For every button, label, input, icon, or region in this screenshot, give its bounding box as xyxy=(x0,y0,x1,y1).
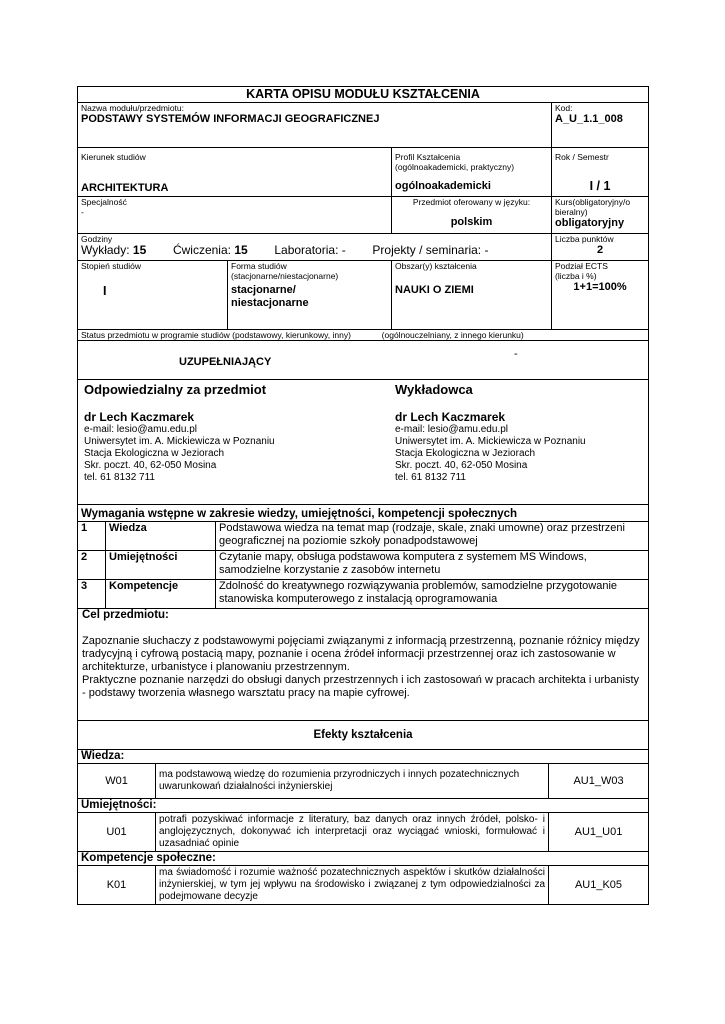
effects-group-label: Kompetencje społeczne: xyxy=(78,852,649,866)
lecturer-address: Skr. poczt. 40, 62-050 Mosina xyxy=(395,460,528,471)
exercises-value: 15 xyxy=(234,243,248,257)
lecturer-station: Stacja Ekologiczna w Jeziorach xyxy=(395,448,536,459)
effect-ref: AU1_U01 xyxy=(549,813,649,852)
labs-label: Laboratoria: - xyxy=(274,243,346,257)
meta-table xyxy=(77,86,649,505)
effect-row xyxy=(78,866,649,905)
direction-value: ARCHITEKTURA xyxy=(81,182,169,194)
hours-label: Godziny xyxy=(81,234,113,244)
effect-code: U01 xyxy=(78,813,156,852)
effect-ref: AU1_W03 xyxy=(549,764,649,799)
ects-sub: (liczba i %) xyxy=(555,271,597,281)
lectures-label: Wykłady: xyxy=(81,243,133,257)
level-value: I xyxy=(103,284,107,298)
effect-text: ma podstawową wiedzę do rozumienia przyrodniczych i innych pozatechnicznych uwarunkowań działalności inżynierskiej xyxy=(156,764,549,799)
lecturer-email: e-mail: lesio@amu.edu.pl xyxy=(395,424,508,435)
status-label: Status przedmiotu w programie studiów (podstawowy, kierunkowy, inny) xyxy=(81,330,351,340)
module-card xyxy=(77,86,648,905)
area-value: NAUKI O ZIEMI xyxy=(395,284,474,296)
status-value-2: - xyxy=(514,348,518,360)
requirement-num: 2 xyxy=(78,551,106,580)
language-label: Przedmiot oferowany w języku: xyxy=(412,197,531,207)
responsible-address: Skr. poczt. 40, 62-050 Mosina xyxy=(84,460,217,471)
status-label-2: (ogólnouczelniany, z innego kierunku) xyxy=(381,330,524,340)
effect-code: W01 xyxy=(78,764,156,799)
requirements-table xyxy=(77,504,649,721)
responsible-station: Stacja Ekologiczna w Jeziorach xyxy=(84,448,225,459)
specialty-label: Specjalność xyxy=(81,197,127,207)
course-label: Kurs(obligatoryjny/o bieralny) xyxy=(555,197,631,217)
effect-code: K01 xyxy=(78,866,156,905)
lecturer-name: dr Lech Kaczmarek xyxy=(395,410,506,424)
requirement-category: Wiedza xyxy=(106,522,216,551)
requirement-category: Kompetencje xyxy=(106,580,216,609)
lecturer-heading: Wykładowca xyxy=(395,382,473,397)
goal-paragraph-1: Zapoznanie słuchaczy z podstawowymi pojęciami związanymi z informacją przestrzenną, poznanie różnicy między tradycyjną i cyfrową postacią mapy, poznanie i ocena źródeł informacji przestrzennej oraz ich zastosowanie w architekturze, urbanistyce i planowaniu przestrzennym. xyxy=(82,635,640,673)
responsible-heading: Odpowiedzialny za przedmiot xyxy=(84,382,267,397)
code-label: Kod: xyxy=(555,103,573,113)
effect-row xyxy=(78,764,649,799)
requirement-num: 1 xyxy=(78,522,106,551)
year-value: I / 1 xyxy=(589,179,611,193)
area-label: Obszar(y) kształcenia xyxy=(395,261,477,271)
effects-group-label: Wiedza: xyxy=(78,750,649,764)
card-title: KARTA OPISU MODUŁU KSZTAŁCENIA xyxy=(78,87,649,103)
profile-label: Profil Kształcenia xyxy=(395,152,461,162)
exercises-label: Ćwiczenia: xyxy=(172,243,235,257)
lecturer-uni: Uniwersytet im. A. Mickiewicza w Poznaniu xyxy=(395,436,586,447)
effect-ref: AU1_K05 xyxy=(549,866,649,905)
requirement-row xyxy=(78,551,649,580)
effect-row xyxy=(78,813,649,852)
course-value: obligatoryjny xyxy=(555,217,625,229)
requirement-row xyxy=(78,522,649,551)
form-value-1: stacjonarne/ xyxy=(231,284,296,296)
goal-paragraph-2: Praktyczne poznanie narzędzi do obsługi danych przestrzennych i ich zastosowań w pracach architekta i urbanisty - podstawy tworzenia własnego warsztatu pracy na mapie cyfrowej. xyxy=(82,674,640,699)
requirement-text: Podstawowa wiedza na temat map (rodzaje, skale, znaki umowne) oraz przestrzeni geograficznej na poziomie szkoły ponadpodstawowej xyxy=(216,522,649,551)
module-name-label: Nazwa modułu/przedmiotu: xyxy=(81,103,184,113)
code-value: A_U_1.1_008 xyxy=(555,113,623,125)
requirement-category: Umiejętności xyxy=(106,551,216,580)
lecturer-block xyxy=(395,382,645,484)
form-sub: (stacjonarne/niestacjonarne) xyxy=(231,271,339,281)
responsible-phone: tel. 61 8132 711 xyxy=(84,472,155,483)
lectures-value: 15 xyxy=(132,243,147,257)
requirement-text: Zdolność do kreatywnego rozwiązywania problemów, samodzielne przygotowanie stanowiska komputerowego z instalacją oprogramowania xyxy=(216,580,649,609)
effects-group-label: Umiejętności: xyxy=(78,799,649,813)
form-value-2: niestacjonarne xyxy=(231,297,309,309)
ects-label: Podział ECTS xyxy=(555,261,608,271)
year-label: Rok / Semestr xyxy=(555,152,609,162)
effect-text: ma świadomość i rozumie ważność pozatechnicznych aspektów i skutków działalności inżynierskiej, w tym jej wpływu na środowisko i związanej z tym odpowiedzialności za podejmowane decyzje xyxy=(156,866,549,905)
specialty-value: - xyxy=(81,207,84,217)
lecturer-phone: tel. 61 8132 711 xyxy=(395,472,466,483)
level-label: Stopień studiów xyxy=(81,261,142,271)
effect-text: potrafi pozyskiwać informacje z literatury, baz danych oraz innych źródeł, polsko- i anglojęzycznych, dokonywać ich interpretacji oraz wyciągać wnioski, formułować i uzasadniać opinie xyxy=(156,813,549,852)
effects-heading: Efekty kształcenia xyxy=(78,721,649,750)
requirement-num: 3 xyxy=(78,580,106,609)
projects-label: Projekty / seminaria: - xyxy=(372,243,489,257)
status-value: UZUPEŁNIAJĄCY xyxy=(179,356,272,368)
requirements-heading: Wymagania wstępne w zakresie wiedzy, umiejętności, kompetencji społecznych xyxy=(78,505,649,522)
profile-sub: (ogólnoakademicki, praktyczny) xyxy=(395,162,515,172)
module-name-value: PODSTAWY SYSTEMÓW INFORMACJI GEOGRAFICZNEJ xyxy=(81,113,380,125)
goal-heading: Cel przedmiotu: xyxy=(82,609,169,621)
points-value: 2 xyxy=(596,244,604,256)
effects-table xyxy=(77,720,649,905)
hours-row xyxy=(81,244,548,257)
status-label-row xyxy=(81,330,645,340)
requirement-row xyxy=(78,580,649,609)
requirement-text: Czytanie mapy, obsługa podstawowa komputera z systemem MS Windows, samodzielne korzystanie z zasobów internetu xyxy=(216,551,649,580)
profile-value: ogólnoakademicki xyxy=(395,180,491,192)
responsible-email: e-mail: lesio@amu.edu.pl xyxy=(84,424,197,435)
direction-label: Kierunek studiów xyxy=(81,152,146,162)
form-label: Forma studiów xyxy=(231,261,287,271)
ects-value: 1+1=100% xyxy=(573,281,627,293)
responsible-uni: Uniwersytet im. A. Mickiewicza w Poznaniu xyxy=(84,436,275,447)
responsible-name: dr Lech Kaczmarek xyxy=(84,410,195,424)
responsible-block xyxy=(84,382,384,484)
points-label: Liczba punktów xyxy=(555,234,614,244)
language-value: polskim xyxy=(450,216,493,228)
